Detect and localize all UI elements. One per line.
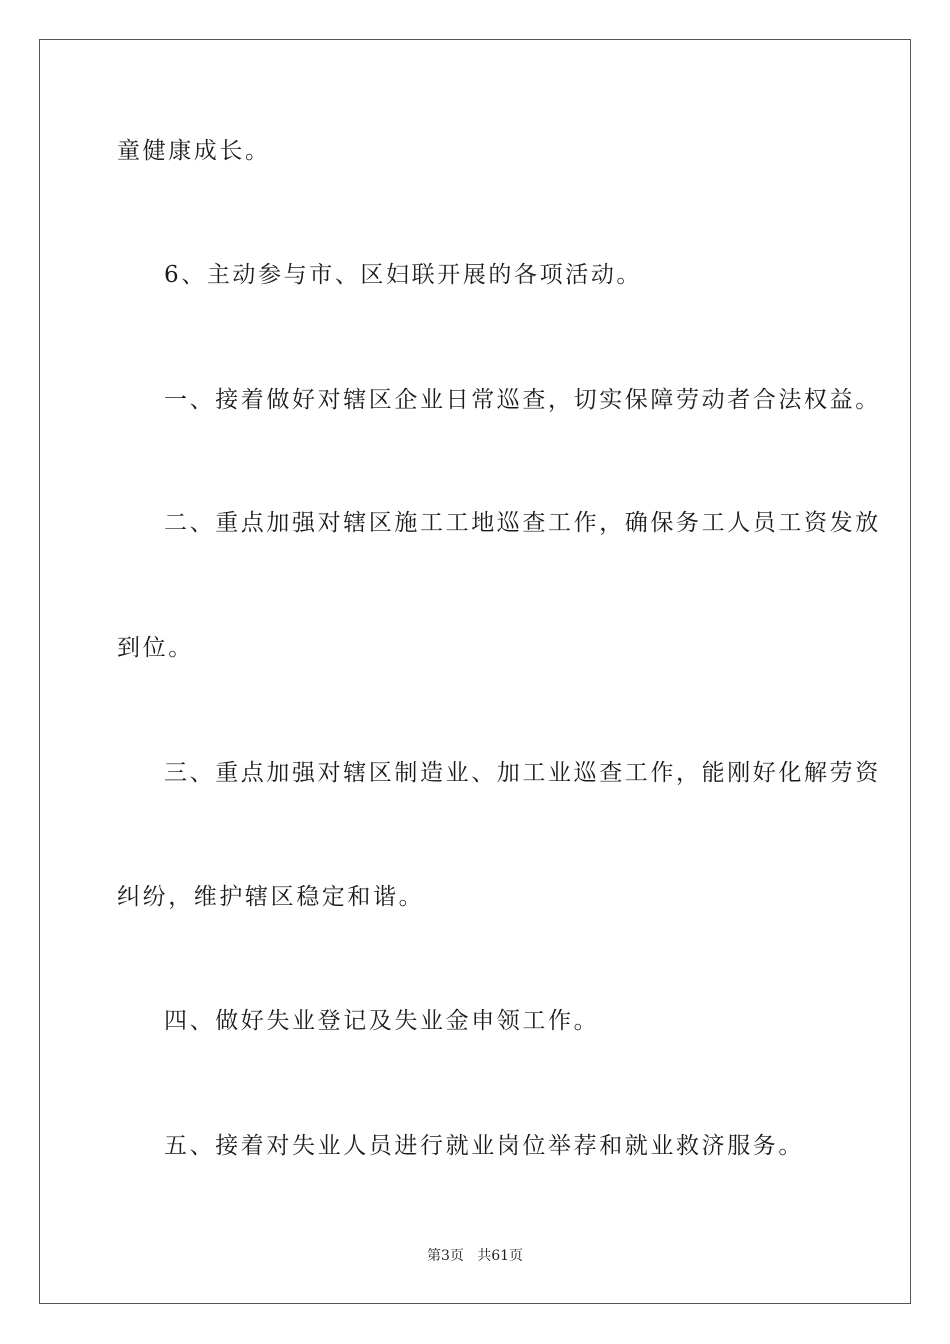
- text-line-5: 到位。: [117, 635, 194, 661]
- page-border: [39, 39, 911, 1304]
- text-line-9: 五、接着对失业人员进行就业岗位举荐和就业救济服务。: [164, 1133, 804, 1159]
- page-number-footer: 第3页 共61页: [426, 1248, 524, 1264]
- text-line-7: 纠纷，维护辖区稳定和谐。: [117, 884, 425, 910]
- text-line-3: 一、接着做好对辖区企业日常巡查，切实保障劳动者合法权益。: [164, 387, 881, 413]
- text-line-4: 二、重点加强对辖区施工工地巡查工作，确保务工人员工资发放: [164, 510, 881, 536]
- text-line-1: 童健康成长。: [117, 138, 271, 164]
- text-line-8: 四、做好失业登记及失业金申领工作。: [164, 1008, 600, 1034]
- text-line-2: 6、主动参与市、区妇联开展的各项活动。: [164, 262, 643, 288]
- text-line-6: 三、重点加强对辖区制造业、加工业巡查工作，能刚好化解劳资: [164, 760, 881, 786]
